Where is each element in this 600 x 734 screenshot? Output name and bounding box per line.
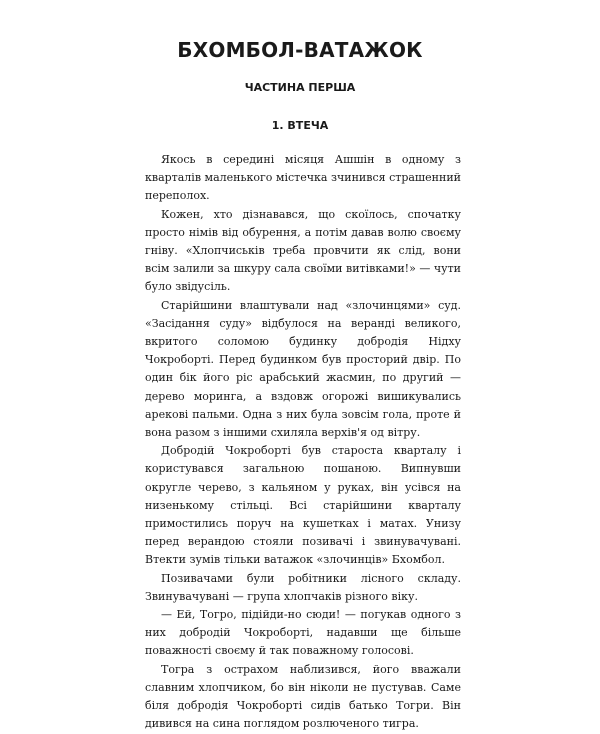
body-text bbox=[145, 151, 461, 734]
paragraph-4: Добродій Чокроборті був староста кварталу і користувався загальною пошаною. Випнувши округле черево, з кальяном у руках, він усівся на низенькому стільці. Всі старійшини кварталу примостились поруч на кушетках і матах. Унизу перед верандою стояли позивачі і звинувачувані. Втекти зумів тільки ватажок «злочинців» Бхомбол. bbox=[145, 444, 461, 567]
chapter-title: 1. ВТЕЧА bbox=[271, 119, 329, 132]
paragraph-6: — Ей, Тогро, підійди-но сюди! — погукав одного з них добродій Чокроборті, надавши ще більше поважності своєму й так поважному голосові. bbox=[145, 608, 461, 658]
paragraph-3: Старійшини влаштували над «злочинцями» суд. «Засідання суду» відбулося на веранді великого, вкритого соломою будинку добродія Нідху Чокроборті. Перед будинком був просторий двір. По один бік його ріс арабський жасмин, по другий — дерево моринга, а вздовж огорожі вишикувались арекові пальми. Одна з них була зовсім гола, проте й вона разом з іншими схиляла верхів'я од вітру. bbox=[145, 298, 461, 440]
paragraph-5: Позивачами були робітники лісного складу. Звинувачувані — група хлопчаків різного віку. bbox=[145, 571, 461, 603]
part-title: ЧАСТИНА ПЕРША bbox=[244, 81, 356, 94]
paragraph-2: Кожен, хто дізнавався, що скоїлось, спочатку просто німів від обурення, а потім давав волю своєму гніву. «Хлопчиськів треба провчити як слід, вони всім залили за шкуру сала своїми витівками!» — чути було звідусіль. bbox=[145, 207, 461, 294]
paragraph-1: Якось в середині місяця Ашшін в одному з кварталів маленького містечка зчинився страшенний переполох. bbox=[145, 153, 461, 203]
paragraph-7: Тогра з острахом наблизився, його вважали славним хлопчиком, бо він ніколи не пустував. Саме біля добродія Чокроборті сидів батько Тогри. Він дивився на сина поглядом розлюченого тигра. bbox=[145, 662, 461, 731]
book-title: БХОМБОЛ-ВАТАЖОК bbox=[177, 38, 423, 62]
